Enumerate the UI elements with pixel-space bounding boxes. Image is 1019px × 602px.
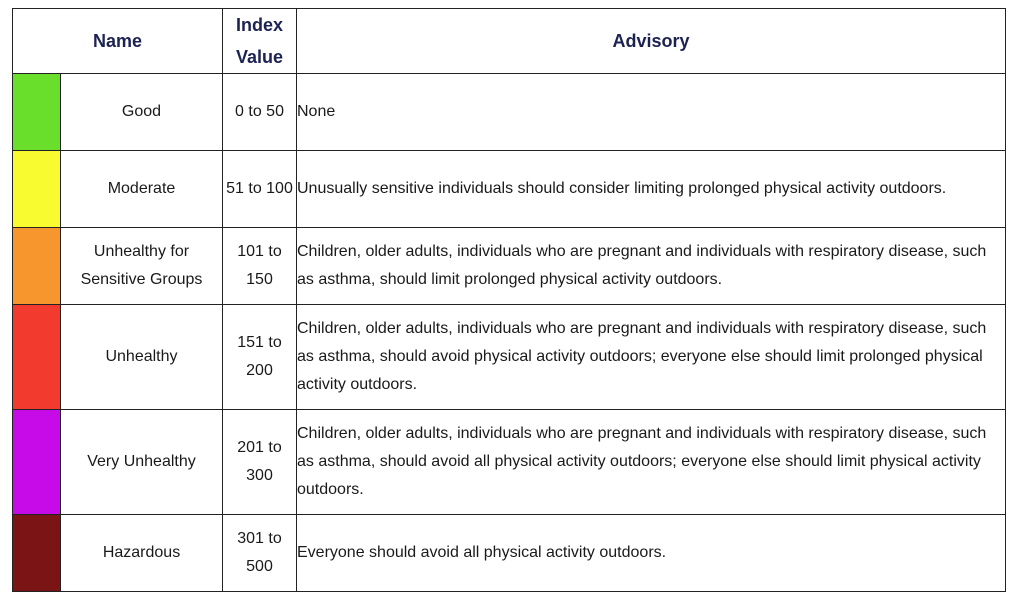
advisory-text: Children, older adults, individuals who are pregnant and individuals with respiratory disease, such as asthma, should avoid all physical activity outdoors; everyone else should limit physical activity outdoors. [297, 410, 1006, 515]
color-swatch [13, 305, 61, 410]
category-name: Unhealthy for Sensitive Groups [61, 228, 223, 305]
category-name: Unhealthy [61, 305, 223, 410]
header-name: Name [13, 9, 223, 74]
index-range: 301 to 500 [223, 515, 297, 592]
color-swatch [13, 228, 61, 305]
index-range: 201 to 300 [223, 410, 297, 515]
table-row [13, 228, 1006, 305]
color-swatch [13, 74, 61, 151]
advisory-text: Children, older adults, individuals who are pregnant and individuals with respiratory disease, such as asthma, should limit prolonged physical activity outdoors. [297, 228, 1006, 305]
table-row [13, 410, 1006, 515]
advisory-text: None [297, 74, 1006, 151]
header-row [13, 9, 1006, 74]
header-advisory: Advisory [297, 9, 1006, 74]
aqi-table [12, 8, 1006, 592]
color-swatch [13, 515, 61, 592]
category-name: Hazardous [61, 515, 223, 592]
table-row [13, 515, 1006, 592]
color-swatch [13, 410, 61, 515]
table-row [13, 74, 1006, 151]
index-range: 151 to 200 [223, 305, 297, 410]
index-range: 51 to 100 [223, 151, 297, 228]
index-range: 0 to 50 [223, 74, 297, 151]
advisory-text: Children, older adults, individuals who are pregnant and individuals with respiratory disease, such as asthma, should avoid physical activity outdoors; everyone else should limit prolonged physical activity outdoors. [297, 305, 1006, 410]
advisory-text: Everyone should avoid all physical activity outdoors. [297, 515, 1006, 592]
table-row [13, 305, 1006, 410]
color-swatch [13, 151, 61, 228]
index-range: 101 to 150 [223, 228, 297, 305]
header-index-value: Index Value [223, 9, 297, 74]
advisory-text: Unusually sensitive individuals should consider limiting prolonged physical activity outdoors. [297, 151, 1006, 228]
table-row [13, 151, 1006, 228]
category-name: Moderate [61, 151, 223, 228]
category-name: Very Unhealthy [61, 410, 223, 515]
category-name: Good [61, 74, 223, 151]
